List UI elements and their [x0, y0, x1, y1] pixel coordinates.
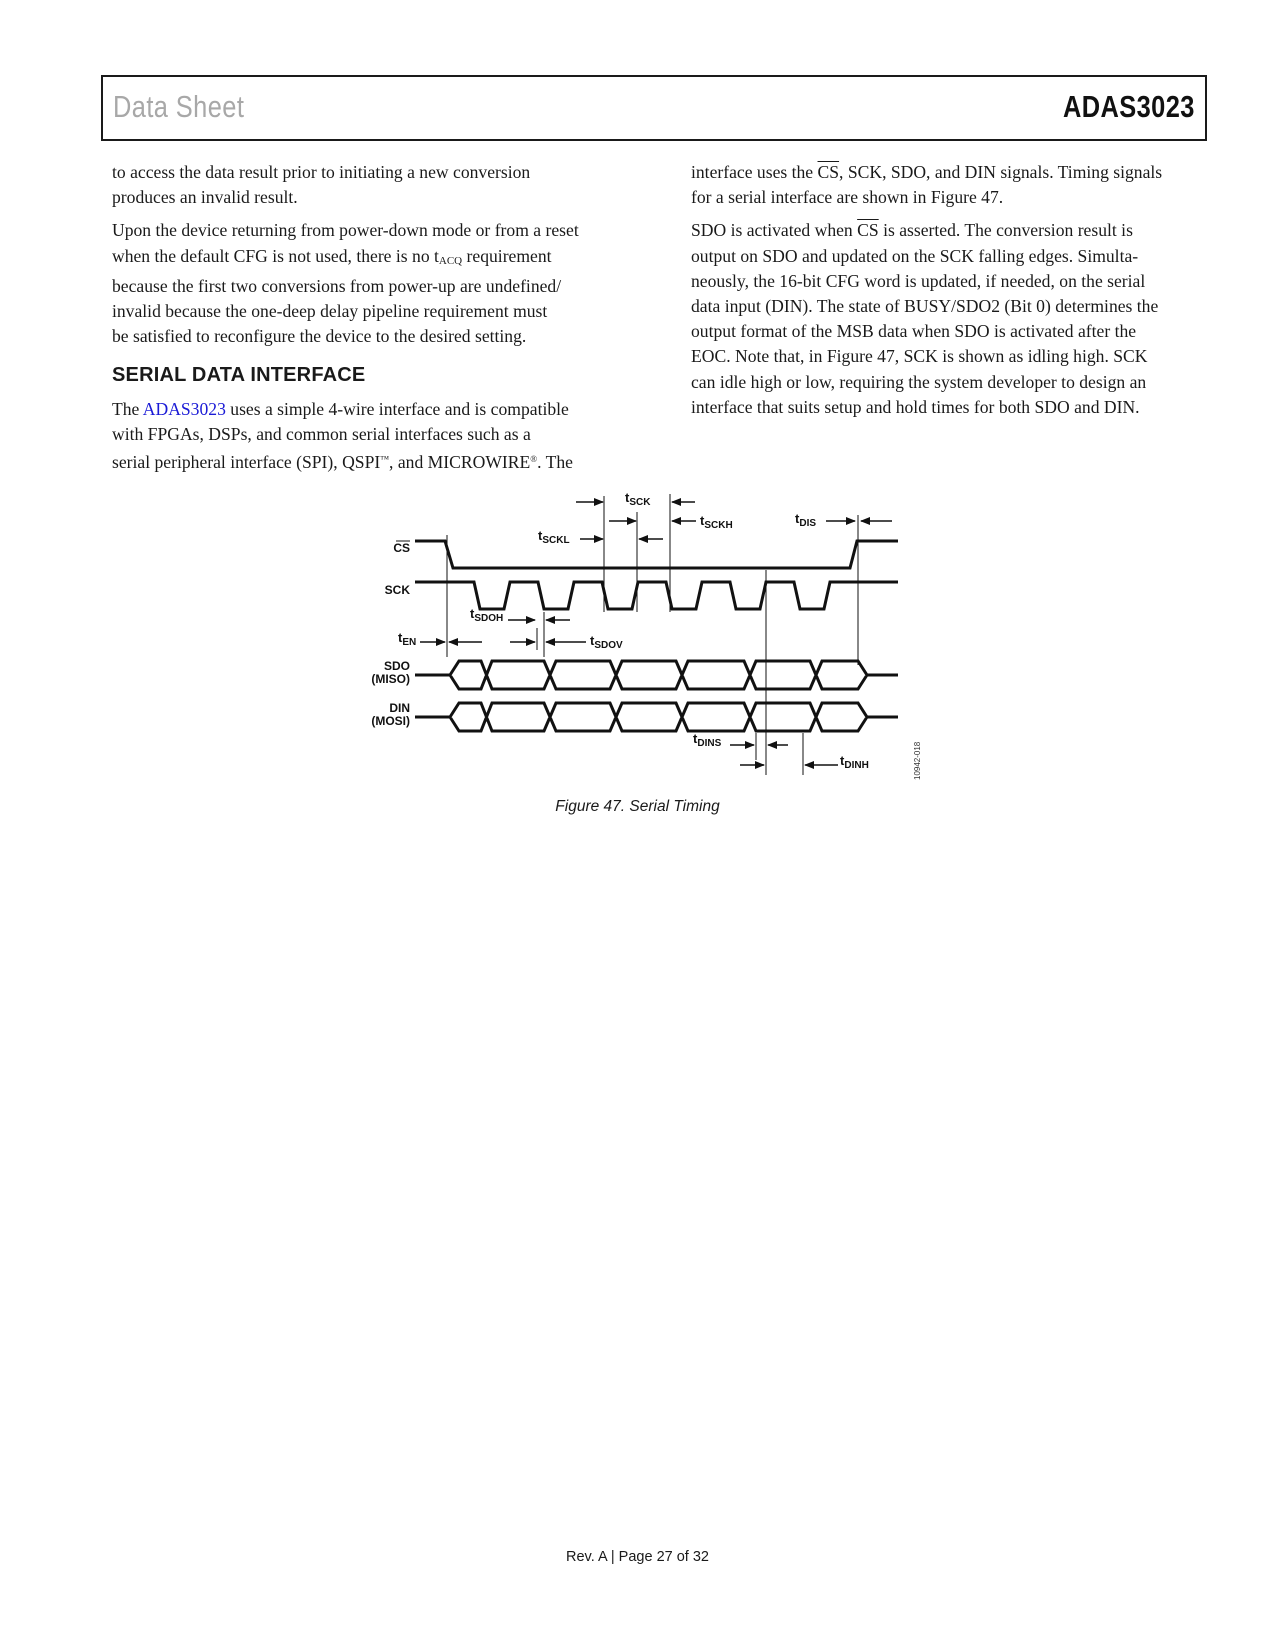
header-part-number: ADAS3023 — [1063, 89, 1195, 124]
text-line — [112, 447, 632, 475]
cs-bar-text: $\overline{CS}$ — [817, 162, 840, 182]
figure-caption: Figure 47. Serial Timing — [555, 798, 720, 815]
registered-symbol: ® — [530, 454, 538, 465]
text-line: produces an invalid result. — [112, 187, 298, 208]
text-fragment: interface uses the — [691, 162, 818, 182]
paragraph-serial-interface — [112, 397, 632, 476]
text-line — [691, 160, 1211, 185]
left-column — [112, 160, 632, 483]
section-heading: SERIAL DATA INTERFACE — [112, 364, 366, 387]
sck-waveform — [415, 582, 898, 609]
label-cs: CS — [393, 541, 410, 555]
label-tsdov: $t_{SDOV}$ — [590, 633, 623, 651]
text-fragment: The — [112, 398, 143, 419]
text-fragment: SDO is activated when — [691, 220, 858, 241]
text-line: with FPGAs, DSPs, and common serial interfaces such as a — [112, 423, 531, 444]
text-line: to access the data result prior to initiating a new conversion — [112, 162, 531, 182]
figure-code: 10942-018 — [913, 741, 922, 780]
text-line: for a serial interface are shown in Figure 47. — [691, 187, 1004, 208]
paragraph-invalid-result — [112, 160, 632, 210]
text-line: EOC. Note that, in Figure 47, SCK is shown as idling high. SCK — [691, 346, 1148, 367]
label-tsck: $t_{SCK}$ — [625, 490, 651, 508]
text-line: invalid because the one-deep delay pipeline requirement must — [112, 301, 548, 322]
page-footer: Rev. A | Page 27 of 32 — [566, 1549, 709, 1565]
text-fragment: serial peripheral interface (SPI), QSPI — [112, 452, 381, 473]
label-tdis: $t_{DIS}$ — [795, 511, 817, 529]
text-fragment: requirement — [462, 245, 552, 266]
page-header — [101, 75, 1207, 141]
reference-lines — [447, 494, 858, 775]
text-line: output format of the MSB data when SDO is activated after the — [691, 321, 1137, 342]
label-sck: SCK — [384, 583, 410, 597]
header-doc-type: Data Sheet — [113, 89, 245, 124]
text-line: data input (DIN). The state of BUSY/SDO2 (Bit 0) determines the — [691, 296, 1159, 317]
timing-labels — [398, 490, 869, 771]
label-tsdoh: $t_{SDOH}$ — [470, 606, 504, 624]
serial-timing-figure — [360, 490, 940, 800]
cs-waveform — [415, 541, 898, 568]
label-tdins: $t_{DINS}$ — [693, 731, 722, 749]
trademark-symbol: ™ — [380, 454, 390, 465]
cs-bar-text: $\overline{CS}$ — [857, 220, 879, 241]
text-line: Upon the device returning from power-down mode or from a reset — [112, 220, 579, 241]
right-column — [691, 160, 1211, 428]
text-fragment: when the default CFG is not used, there is no t — [112, 245, 439, 266]
label-tdinh: $t_{DINH}$ — [840, 753, 869, 771]
paragraph-power-down — [112, 218, 632, 349]
text-line: because the first two conversions from power-up are undefined/ — [112, 275, 562, 296]
text-line: be satisfied to reconfigure the device to the desired setting. — [112, 326, 527, 347]
sdo-waveform — [415, 661, 898, 689]
text-line: interface that suits setup and hold times for both SDO and DIN. — [691, 396, 1140, 417]
label-din: DIN — [389, 701, 410, 715]
subscript-acq: ACQ — [438, 254, 463, 267]
part-number-link[interactable]: ADAS3023 — [142, 398, 226, 419]
text-line: can idle high or low, requiring the system developer to design an — [691, 371, 1147, 392]
paragraph-sdo-activation — [691, 218, 1211, 420]
text-line: neously, the 16-bit CFG word is updated, if needed, on the serial — [691, 270, 1146, 291]
text-line — [112, 244, 632, 274]
label-mosi: (MOSI) — [371, 714, 410, 728]
text-fragment: , SCK, SDO, and DIN signals. Timing signals — [839, 162, 1163, 182]
text-line: output on SDO and updated on the SCK falling edges. Simulta- — [691, 245, 1139, 266]
label-ten: $t_{EN}$ — [398, 630, 417, 648]
paragraph-interface-signals — [691, 160, 1211, 210]
timing-diagram — [360, 490, 940, 800]
label-tsckh: $t_{SCKH}$ — [700, 513, 733, 531]
waveforms — [415, 541, 898, 731]
text-fragment: is asserted. The conversion result is — [878, 220, 1133, 241]
text-fragment: uses a simple 4-wire interface and is compatible — [225, 398, 569, 419]
label-miso: (MISO) — [371, 672, 410, 686]
signal-labels — [371, 541, 410, 728]
text-line — [691, 218, 1211, 243]
text-fragment: , and MICROWIRE — [389, 452, 531, 473]
text-fragment: . The — [537, 452, 573, 473]
label-sdo: SDO — [383, 659, 410, 673]
din-waveform — [415, 703, 898, 731]
text-line — [112, 397, 632, 422]
label-tsckl: $t_{SCKL}$ — [538, 528, 570, 546]
